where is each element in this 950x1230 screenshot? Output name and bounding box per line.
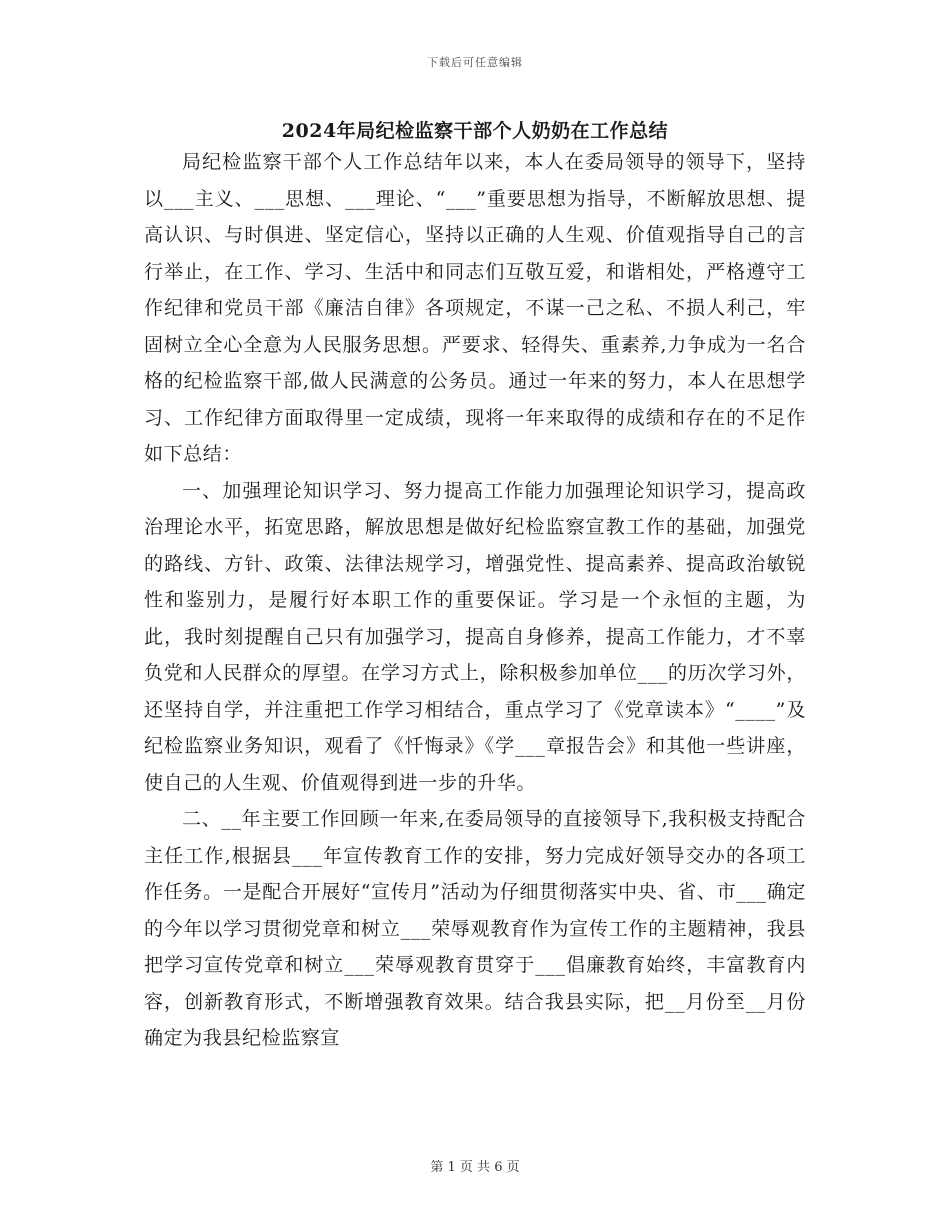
body-paragraph-intro: 局纪检监察干部个人工作总结年以来，本人在委局领导的领导下，坚持以___主义、___思想、___理论、“___”重要思想为指导，不断解放思想、提高认识、与时俱进、坚定信心，坚持以正确的人生观、价值观指导自己的言行举止，在工作、学习、生活中和同志们互敬互爱，和谐相处，严格遵守工作纪律和党员干部《廉洁自律》各项规定，不谋一己之私、不损人利己，牢固树立全心全意为人民服务思想。严要求、轻得失、重素养,力争成为一名合格的纪检监察干部,做人民满意的公务员。通过一年来的努力，本人在思想学习、工作纪律方面取得里一定成绩，现将一年来取得的成绩和存在的不足作如下总结： bbox=[144, 151, 806, 465]
document-title: 2024年局纪检监察干部个人奶奶在工作总结 bbox=[281, 120, 669, 142]
page-header-note: 下载后可任意编辑 bbox=[427, 56, 523, 69]
page-number-footer: 第 1 页 共 6 页 bbox=[430, 1160, 520, 1175]
body-paragraph-section-2: 二、__年主要工作回顾一年来,在委局领导的直接领导下,我积极支持配合主任工作,根据县___年宣传教育工作的安排，努力完成好领导交办的各项工作任务。一是配合开展好“宣传月”活动为仔细贯彻落实中央、省、市___确定的今年以学习贯彻党章和树立___荣辱观教育作为宣传工作的主题精神，我县把学习宣传党章和树立___荣辱观教育贯穿于___倡廉教育始终，丰富教育内容，创新教育形式，不断增强教育效果。结合我县实际，把__月份至__月份确定为我县纪检监察宣 bbox=[144, 808, 806, 1049]
document-body bbox=[144, 144, 806, 1057]
body-paragraph-section-1: 一、加强理论知识学习、努力提高工作能力加强理论知识学习，提高政治理论水平，拓宽思路，解放思想是做好纪检监察宣教工作的基础，加强党的路线、方针、政策、法律法规学习，增强党性、提高素养、提高政治敏锐性和鉴别力，是履行好本职工作的重要保证。学习是一个永恒的主题，为此，我时刻提醒自己只有加强学习，提高自身修养，提高工作能力，才不辜负党和人民群众的厚望。在学习方式上，除积极参加单位___的历次学习外，还坚持自学，并注重把工作学习相结合，重点学习了《党章读本》“____”及纪检监察业务知识，观看了《忏悔录》《学___章报告会》和其他一些讲座，使自己的人生观、价值观得到进一步的升华。 bbox=[144, 479, 806, 794]
